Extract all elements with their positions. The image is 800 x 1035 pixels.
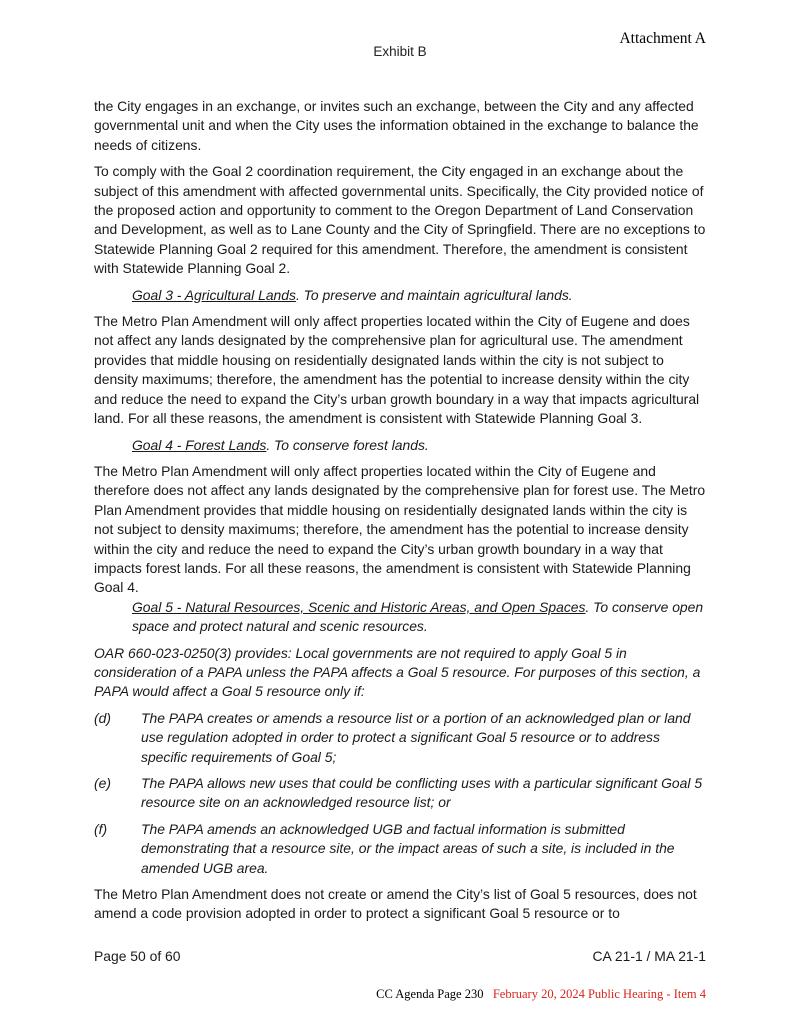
document-body: [94, 97, 706, 931]
goal3-title: Goal 3 - Agricultural Lands: [132, 286, 296, 303]
paragraph-oar: OAR 660-023-0250(3) provides: Local governments are not required to apply Goal 5 in consideration of a PAPA unless the PAPA affects a Goal 5 resource. For purposes of this section, a PAPA would affect a Goal 5 resource only if:: [94, 644, 701, 700]
goal4-heading: [132, 436, 706, 455]
paragraph-goal5-conclusion: The Metro Plan Amendment does not create or amend the City’s list of Goal 5 resources, does not amend a code provision adopted in order to protect a significant Goal 5 resource or to: [94, 886, 697, 922]
list-item: [94, 820, 706, 878]
goal5-text: . To conserve open space and protect natural and scenic resources.: [132, 598, 704, 635]
goal4-title: Goal 4 - Forest Lands: [132, 436, 267, 453]
paragraph-goal3: The Metro Plan Amendment will only affect properties located within the City of Eugene and does not affect any lands designated by the comprehensive plan for agricultural use. The amendment provides that middle housing on residentially designated lands within the city is not subject to density maximums; therefore, the amendment has the potential to increase density within the city and reduce the need to expand the City’s urban growth boundary in a way that impacts agricultural land. For all these reasons, the amendment is consistent with Statewide Planning Goal 3.: [94, 313, 700, 427]
paragraph-goal2-compliance: To comply with the Goal 2 coordination requirement, the City engaged in an exchange about the subject of this amendment with affected governmental units. Specifically, the City provided notice of the proposed action and opportunity to comment to the Oregon Department of Land Conservation and Development, as well as to Lane County and the City of Springfield. There are no exceptions to Statewide Planning Goal 2 required for this amendment. Therefore, the amendment is consistent with Statewide Planning Goal 2.: [94, 163, 706, 277]
attachment-label: Attachment A: [619, 30, 706, 47]
case-number: CA 21-1 / MA 21-1: [592, 948, 706, 964]
list-item-text: The PAPA creates or amends a resource list or a portion of an acknowledged plan or land use regulation adopted in order to protect a significant Goal 5 resource or to address specific requirements of Goal 5;: [141, 709, 691, 765]
agenda-page: CC Agenda Page 230: [376, 987, 484, 1001]
list-item-label: (d): [94, 709, 111, 726]
list-item-text: The PAPA allows new uses that could be conflicting uses with a particular significant Goal 5 resource site on an acknowledged resource list; or: [141, 775, 703, 811]
agenda-stamp: [376, 987, 706, 1002]
list-item-text: The PAPA amends an acknowledged UGB and factual information is submitted demonstrating that a resource site, or the impact areas of such a site, is included in the amended UGB area.: [141, 820, 675, 876]
goal5-title: Goal 5 - Natural Resources, Scenic and Historic Areas, and Open Spaces: [132, 598, 586, 615]
list-item: [94, 709, 706, 767]
exhibit-label: Exhibit B: [373, 44, 427, 59]
paragraph-goal2-intro: the City engages in an exchange, or invites such an exchange, between the City and any affected governmental unit and when the City uses the information obtained in the exchange to balance the needs of citizens.: [94, 98, 699, 153]
goal4-text: . To conserve forest lands.: [266, 436, 429, 453]
list-item-label: (f): [94, 820, 108, 837]
goal5-heading: [132, 598, 706, 637]
list-item: [94, 774, 706, 813]
hearing-label: February 20, 2024 Public Hearing - Item 4: [492, 987, 706, 1001]
goal3-text: . To preserve and maintain agricultural lands.: [295, 286, 573, 303]
goal3-heading: [132, 286, 706, 305]
list-item-label: (e): [94, 775, 111, 791]
page-number: Page 50 of 60: [94, 948, 181, 964]
paragraph-goal4: The Metro Plan Amendment will only affect properties located within the City of Eugene and therefore does not affect any lands designated by the comprehensive plan for forest use. The Metro Plan Amendment provides that middle housing on residentially designated lands within the city is not subject to density maximums; therefore, the amendment has the potential to increase density within the city and reduce the need to expand the City’s urban growth boundary in a way that impacts forest lands. For all these reasons, the amendment is consistent with Statewide Planning Goal 4.: [94, 462, 706, 596]
